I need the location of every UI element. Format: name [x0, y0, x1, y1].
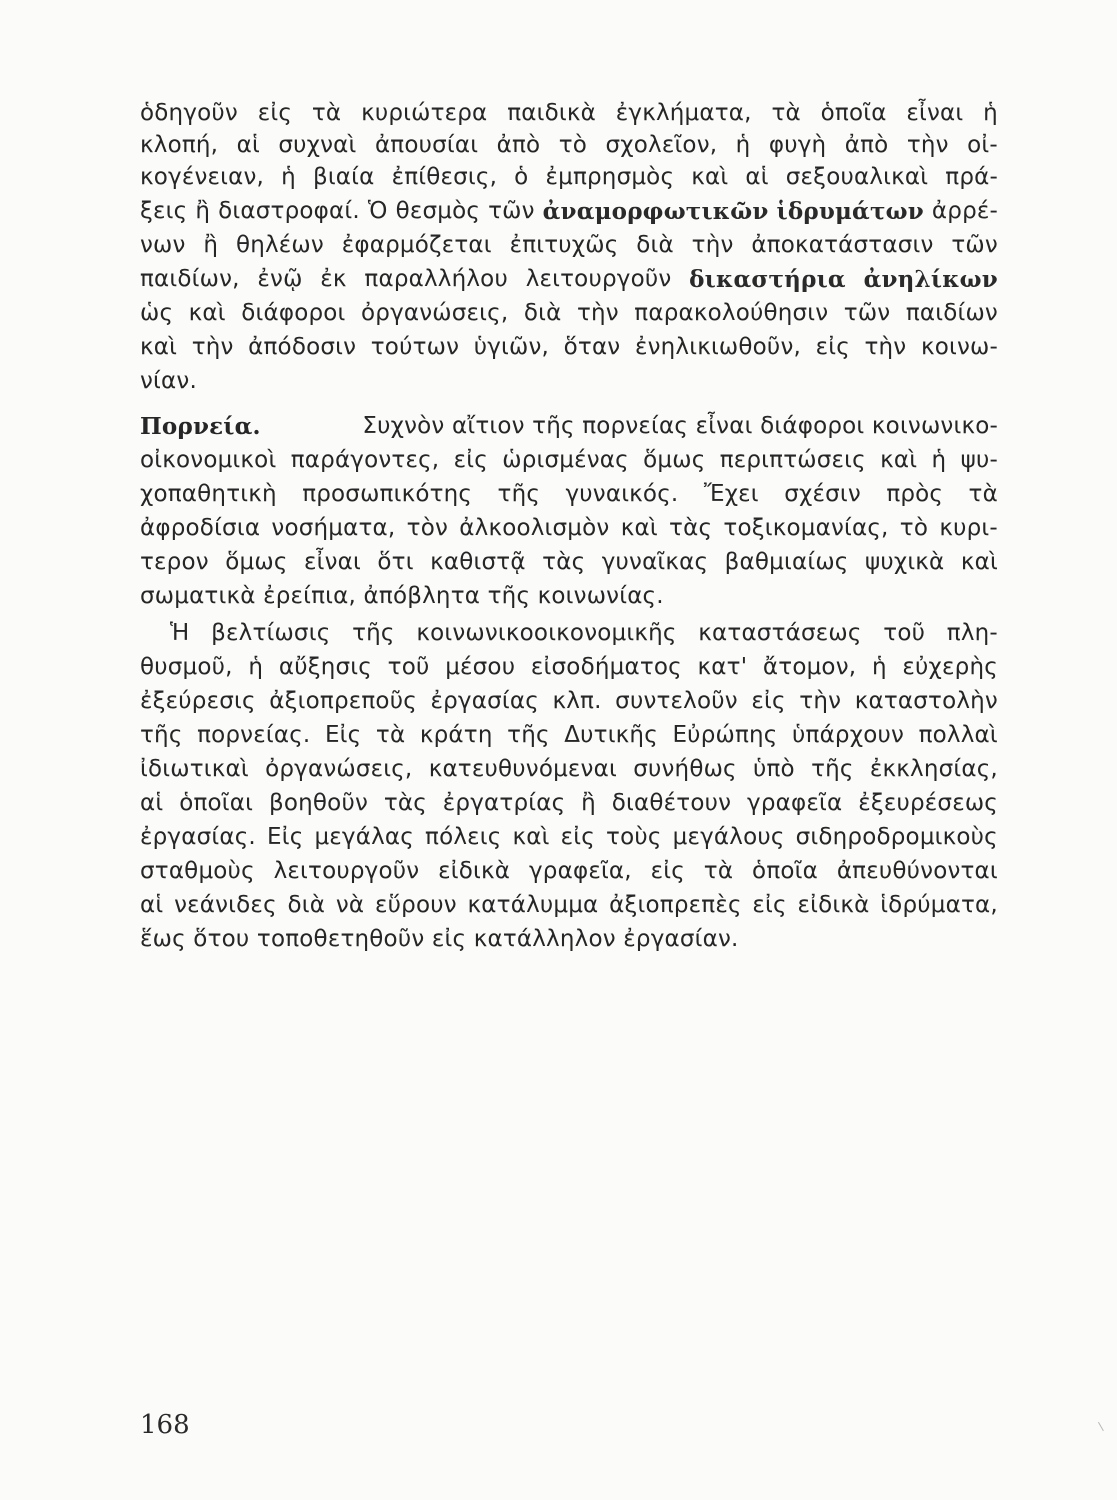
- word: αὔξησις: [278, 654, 372, 680]
- text-line: [140, 549, 998, 575]
- word: εἰδικὰ: [797, 892, 870, 918]
- text-line: [140, 447, 998, 473]
- word: γραφεῖα: [747, 790, 843, 816]
- word: τῆς: [140, 722, 183, 748]
- word: ἡ: [931, 447, 947, 473]
- text-line: [140, 132, 998, 158]
- word: παραλλήλου: [364, 266, 508, 292]
- section-first-line: [140, 413, 998, 440]
- word: εἶναι: [303, 549, 361, 575]
- bold-word: δικαστήρια: [689, 266, 846, 293]
- word: θεσμὸς: [395, 198, 481, 224]
- word: ὁδηγοῦν: [140, 100, 238, 126]
- word: ἡ: [871, 654, 887, 680]
- word: λειτουργοῦν: [273, 858, 420, 884]
- word: ἄτομον,: [762, 654, 857, 680]
- word: ὑπάρχουν: [792, 722, 905, 748]
- word: τοξικομανίας,: [723, 515, 889, 541]
- word: κατευθυνόμεναι: [428, 756, 617, 782]
- text-line: [140, 334, 998, 360]
- word: σεξουαλικαὶ: [785, 164, 929, 190]
- word: εἰς: [752, 892, 787, 918]
- bold-word: ἀνηλίκων: [863, 266, 998, 293]
- word: τοὺς: [606, 824, 662, 850]
- word: εἰς: [560, 824, 595, 850]
- word: σταθμοὺς: [140, 858, 255, 884]
- word: πλη-: [946, 620, 998, 646]
- text-line: [140, 481, 998, 507]
- word: Ἡ: [170, 620, 190, 646]
- text-line: [140, 515, 998, 541]
- word: ἐκκλησίας,: [869, 756, 998, 782]
- page-number: 168: [140, 1410, 190, 1440]
- word: τὴν: [191, 334, 234, 360]
- word: ὑγιῶν,: [473, 334, 550, 360]
- word: ἐγκλήματα,: [615, 100, 752, 126]
- text-line: [140, 654, 998, 680]
- word: κοινωνικοοικονομικῆς: [416, 620, 677, 646]
- word: παράγοντες,: [290, 447, 440, 473]
- word: παιδίων: [905, 300, 998, 326]
- word: κατάλυμμα: [467, 892, 599, 918]
- text-segment: ἕως ὅτου τοποθετηθοῦν εἰς κατάλληλον ἐργασίαν.: [140, 926, 739, 952]
- word: ὀργανώσεις,: [265, 756, 413, 782]
- word: εἰς: [751, 688, 786, 714]
- word: ἐργασίας.: [140, 824, 256, 850]
- word: νεάνιδες: [174, 892, 277, 918]
- word: ἐπιτυχῶς: [509, 232, 619, 258]
- word: αἱ: [140, 790, 164, 816]
- word: μέσου: [445, 654, 516, 680]
- word: τῶν: [843, 300, 891, 326]
- text-line: [140, 198, 998, 225]
- word: κράτη: [419, 722, 493, 748]
- text-line: [140, 232, 998, 258]
- word: θυσμοῦ,: [140, 654, 233, 680]
- word: ἐφαρμόζεται: [341, 232, 492, 258]
- word: ἐργατρίας: [442, 790, 566, 816]
- word: εἰς: [650, 858, 685, 884]
- word: ἢ: [195, 198, 211, 224]
- word: ἀξιοπρεποῦς: [269, 688, 417, 714]
- word: ἡ: [281, 164, 296, 190]
- word: ὀργανώσεις,: [361, 300, 509, 326]
- word: καὶ: [880, 447, 918, 473]
- word: Ἔχει: [703, 481, 759, 507]
- word: παρακολούθησιν: [634, 300, 829, 326]
- word: ἢ: [581, 790, 596, 816]
- word: τοῦ: [883, 620, 926, 646]
- text-line: [140, 368, 197, 394]
- word: Δυτικῆς: [564, 722, 658, 748]
- word: τοῦ: [387, 654, 430, 680]
- word: εἰδικὰ: [438, 858, 511, 884]
- word: μεγάλους: [672, 824, 785, 850]
- text-line: [140, 300, 998, 326]
- word: ἡ: [248, 654, 264, 680]
- word: μεγάλας: [314, 824, 414, 850]
- word: κλπ.: [552, 688, 602, 714]
- word: γυναικός.: [565, 481, 679, 507]
- word: συνήθως: [633, 756, 737, 782]
- word: τὴν: [799, 688, 842, 714]
- word: βιαία: [312, 164, 375, 190]
- word: τῶν: [488, 198, 535, 224]
- word: ἀξιοπρεπὲς: [609, 892, 742, 918]
- word: Εἰς: [266, 824, 304, 850]
- word: τῆς: [497, 481, 541, 507]
- text-line: [140, 722, 998, 748]
- text-line: [170, 620, 998, 646]
- word: ἐνηλικιωθοῦν,: [634, 334, 801, 360]
- word: κογένειαν,: [140, 164, 265, 190]
- word: νων: [140, 232, 186, 258]
- word: τὴν: [906, 132, 949, 158]
- word: καὶ: [960, 549, 998, 575]
- word: ἐξεύρεσις: [140, 688, 256, 714]
- word: τὸν: [406, 515, 449, 541]
- word: Εἰς: [324, 722, 362, 748]
- word: γραφεῖα,: [528, 858, 632, 884]
- word: συντελοῦν: [615, 688, 738, 714]
- word: ἐξευρέσεως: [858, 790, 998, 816]
- text-segment: σωματικὰ ἐρείπια, ἀπόβλητα τῆς κοινωνίας.: [140, 583, 664, 609]
- word: ὅταν: [563, 334, 621, 360]
- word: διάφοροι: [241, 300, 346, 326]
- text-line: [140, 892, 998, 918]
- word: ἐκ: [320, 266, 347, 292]
- word: πρὸς: [886, 481, 944, 507]
- word: ἐνῷ: [257, 266, 303, 292]
- word: κλοπή,: [140, 132, 219, 158]
- word: αἱ: [236, 132, 260, 158]
- word: οἰκονομικοὶ: [140, 447, 277, 473]
- word: ὑπὸ: [753, 756, 795, 782]
- word: ἀπόδοσιν: [248, 334, 357, 360]
- word: καὶ: [691, 164, 729, 190]
- word: τῆς: [811, 756, 854, 782]
- word: λειτουργοῦν: [525, 266, 672, 292]
- word: ἢ: [203, 232, 219, 258]
- word: σιδηροδρομικοὺς: [795, 824, 998, 850]
- word: ἐργασίας: [430, 688, 539, 714]
- word: τὰ: [311, 100, 342, 126]
- word: εἰς: [815, 334, 850, 360]
- word: συχναὶ: [278, 132, 357, 158]
- word: τὰς: [542, 549, 586, 575]
- word: τερον: [140, 549, 209, 575]
- text-line: [140, 266, 998, 293]
- word: τὰ: [375, 722, 406, 748]
- word: τὴν: [576, 300, 619, 326]
- word: εὐχερὴς: [902, 654, 998, 680]
- word: πορνείας.: [197, 722, 311, 748]
- word: οἰ-: [967, 132, 998, 158]
- text-line: [140, 858, 998, 884]
- word: βελτίωσις: [211, 620, 331, 646]
- word: προσωπικότης: [302, 481, 473, 507]
- word: νοσήματα,: [271, 515, 396, 541]
- word: Εὐρώπης: [672, 722, 778, 748]
- word: ὁποῖα: [752, 858, 818, 884]
- word: ὅμως: [643, 447, 706, 473]
- word: τὰς: [669, 515, 713, 541]
- word: τῆς: [507, 722, 550, 748]
- word: ὅμως: [225, 549, 288, 575]
- word: ἀπευθύνονται: [836, 858, 998, 884]
- word: θηλέων: [235, 232, 324, 258]
- section-heading: Πορνεία.: [140, 413, 261, 440]
- word: ὁποῖαι: [179, 790, 254, 816]
- word: ἐπίθεσις,: [391, 164, 498, 190]
- word: ἀποκατάστασιν: [751, 232, 934, 258]
- word: πολλαὶ: [918, 722, 998, 748]
- word: τὰς: [383, 790, 427, 816]
- word: κυρι-: [939, 515, 998, 541]
- word: διαθέτουν: [611, 790, 732, 816]
- word: σχέσιν: [784, 481, 861, 507]
- word: ἀλκοολισμὸν: [459, 515, 610, 541]
- word: νὰ: [335, 892, 365, 918]
- word: καὶ: [620, 515, 658, 541]
- text-line: [140, 926, 739, 952]
- word: τὴν: [864, 334, 907, 360]
- word: ἡ: [983, 100, 998, 126]
- word: τὸ: [899, 515, 929, 541]
- word: ξεις: [140, 198, 188, 224]
- scan-mark: [1098, 1419, 1109, 1431]
- word: διὰ: [636, 232, 674, 258]
- word: καταστάσεως: [698, 620, 862, 646]
- word: ἡ: [735, 132, 751, 158]
- word: αἱ: [745, 164, 769, 190]
- bold-word: ἀναμορφωτικῶν: [542, 198, 769, 225]
- word: ὁποῖα: [820, 100, 887, 126]
- text-line: [140, 790, 998, 816]
- text-line: [140, 756, 998, 782]
- word: διὰ: [523, 300, 562, 326]
- word: βαθμιαίως: [724, 549, 849, 575]
- word: ὅτι: [377, 549, 414, 575]
- word: ἀπὸ: [844, 132, 889, 158]
- word: τὸ: [558, 132, 588, 158]
- text-line: [140, 583, 664, 609]
- word: εὕρουν: [375, 892, 457, 918]
- word: καὶ: [140, 334, 178, 360]
- word: περιπτώσεις: [719, 447, 866, 473]
- word: καὶ: [512, 824, 550, 850]
- word: εἰσοδήματος: [530, 654, 682, 680]
- word: τὰ: [703, 858, 734, 884]
- word: παιδίων,: [140, 266, 240, 292]
- word: διὰ: [287, 892, 326, 918]
- word: ἀπὸ: [496, 132, 541, 158]
- word: ὡς: [140, 300, 174, 326]
- word: ἐμπρησμὸς: [545, 164, 675, 190]
- text-line: [140, 824, 998, 850]
- word: ὡρισμένας: [502, 447, 629, 473]
- word: τούτων: [370, 334, 460, 360]
- word: ψυχικὰ: [864, 549, 945, 575]
- word: ἀφροδίσια: [140, 515, 261, 541]
- word: καταστολὴν: [854, 688, 998, 714]
- word: παιδικὰ: [507, 100, 596, 126]
- text-line: [140, 688, 998, 714]
- word: κατ': [697, 654, 748, 680]
- word: αἱ: [140, 892, 164, 918]
- word: πρά-: [945, 164, 998, 190]
- word: καὶ: [188, 300, 226, 326]
- word: ψυ-: [960, 447, 998, 473]
- word: τῆς: [352, 620, 395, 646]
- word: κυριώτερα: [361, 100, 488, 126]
- word: καθιστᾷ: [430, 549, 526, 575]
- text-line-inline: Συχνὸν αἴτιον τῆς πορνείας εἶναι διάφοροι κοινωνικο-: [362, 413, 998, 439]
- word: σχολεῖον,: [605, 132, 718, 158]
- word: Ὁ: [367, 198, 388, 224]
- text-segment: νίαν.: [140, 368, 197, 394]
- word: γυναῖκας: [601, 549, 709, 575]
- word: τῶν: [951, 232, 998, 258]
- word: ἀρρέ-: [931, 198, 998, 224]
- word: εἶναι: [906, 100, 964, 126]
- word: τὰ: [771, 100, 801, 126]
- text-line: [140, 100, 998, 126]
- word: ἰδιωτικαὶ: [140, 756, 249, 782]
- word: εἰς: [257, 100, 293, 126]
- word: πόλεις: [425, 824, 502, 850]
- word: ἀπουσίαι: [374, 132, 479, 158]
- bold-word: ἱδρυμάτων: [776, 198, 924, 225]
- word: τὴν: [691, 232, 734, 258]
- word: φυγὴ: [768, 132, 827, 158]
- word: ἱδρύματα,: [880, 892, 998, 918]
- word: βοηθοῦν: [268, 790, 368, 816]
- word: τὰ: [968, 481, 998, 507]
- text-line: [140, 164, 998, 190]
- word: ὁ: [514, 164, 529, 190]
- word: εἰς: [453, 447, 488, 473]
- word: κοινω-: [920, 334, 998, 360]
- word: διαστροφαί.: [218, 198, 360, 224]
- word: χοπαθητικὴ: [140, 481, 277, 507]
